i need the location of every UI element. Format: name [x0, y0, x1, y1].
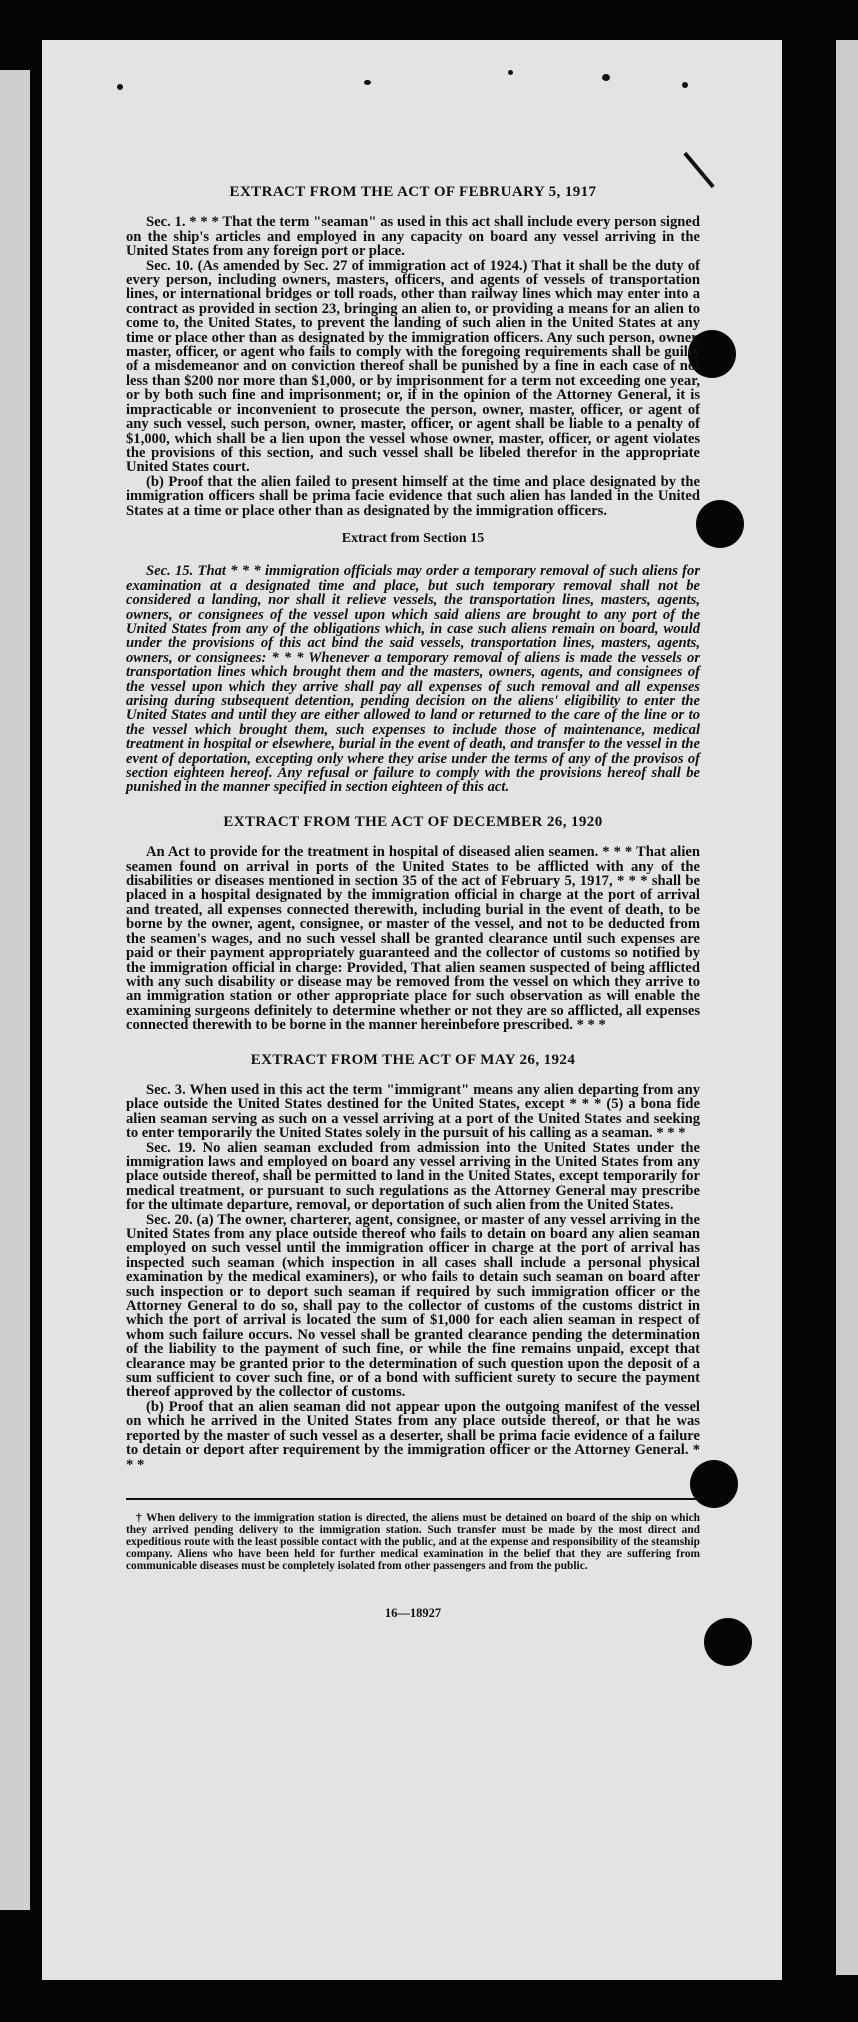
left-scan-border — [0, 70, 30, 1910]
section-title: EXTRACT FROM THE ACT OF DECEMBER 26, 1920 — [223, 813, 603, 830]
right-scan-border — [836, 40, 858, 1975]
punch-hole — [704, 1618, 752, 1666]
footnote: † When delivery to the immigration station is directed, the aliens must be detained on board of the ship on which they arrived pending delivery to the immigration station. Such transfer must be made by the most direct and expeditious route with the least possible contact with the public, and at the expense and responsibility of the steamship company. Aliens who have been held for further medical examination in the belief that they are suffering from communicable diseases must be completely isolated from other passengers and from the public. — [126, 1511, 700, 1572]
scan-speck — [508, 70, 513, 75]
paragraph: Sec. 15. That * * * immigration officials may order a temporary removal of such aliens for examination at a designated time and place, but such temporary removal shall not be considered a landing, nor shall it relieve vessels, the transportation lines, masters, agents, owners, or consignees of the vessel upon which said aliens are brought to any port of the United States from any of the obligations which, in case such aliens remain on board, would under the provisions of this act bind the said vessels, transportation lines, masters, agents, owners, or consignees: * * * Whenever a temporary removal of aliens is made the vessels or transportation lines which brought them and the masters, owners, agents, and consignees of the vessel upon which they arrive shall pay all expenses of such removal and all expenses arising during subsequent detention, pending decision on the aliens' eligibility to enter the United States and until they are either allowed to land or returned to the care of the line or to the vessel which brought them, such expenses to include those of maintenance, medical treatment in hospital or elsewhere, burial in the event of death, and transfer to the vessel in the event of deportation, excepting only where they arise under the terms of any of the provisos of section eighteen hereof. Any refusal or failure to comply with the provisions hereof shall be punished in the manner specified in section eighteen of this act. — [126, 563, 700, 796]
footnote-divider — [126, 1498, 700, 1500]
paragraph: (b) Proof that an alien seaman did not appear upon the outgoing manifest of the vessel on which he arrived in the United States from any place outside thereof, or that he was reported by the master of such vessel as a deserter, shall be prima facie evidence of a failure to detain or deport after requirement by the immigration officer or the Attorney General. * * * — [126, 1398, 700, 1473]
section-subtitle: Extract from Section 15 — [341, 530, 485, 546]
section-title: EXTRACT FROM THE ACT OF FEBRUARY 5, 1917 — [229, 184, 597, 200]
punch-hole — [696, 500, 744, 548]
scan-speck — [682, 82, 688, 88]
scan-speck — [364, 80, 371, 85]
document-body — [126, 185, 700, 1620]
page-number: 16—18927 — [384, 1605, 442, 1620]
document-page — [42, 40, 782, 1980]
section-title: EXTRACT FROM THE ACT OF MAY 26, 1924 — [250, 1051, 576, 1068]
paragraph: An Act to provide for the treatment in hospital of diseased alien seamen. * * * That alien seamen found on arrival in ports of the United States to be afflicted with any of the disabilities or diseases mentioned in section 35 of the act of February 5, 1917, * * * shall be placed in a hospital designated by the immigration official in charge at the port of arrival and treated, all expenses connected therewith, including burial in the event of death, to be borne by the owner, agent, consignee, or master of the vessel, and not to be deducted from the seamen's wages, and no such vessel shall be granted clearance until such expenses are paid or their payment appropriately guaranteed and the collector of customs so notified by the immigration official in charge: Provided, That alien seamen suspected of being afflicted with any such disability or disease may be removed from the vessel on which they arrive to an immigration station or other appropriate place for such observation as will enable the examining surgeons definitely to determine whether or not they are so afflicted, all expenses connected therewith to be borne in the manner hereinbefore prescribed. * * * — [126, 844, 700, 1034]
paragraph: Sec. 3. When used in this act the term "immigrant" means any alien departing from any place outside the United States destined for the United States, except * * * (5) a bona fide alien seaman serving as such on a vessel arriving at a port of the United States and seeking to enter temporarily the United States solely in the pursuit of his calling as a seaman. * * * — [126, 1081, 700, 1142]
scan-scratch — [683, 152, 714, 188]
paragraph: Sec. 1. * * * That the term "seaman" as used in this act shall include every person signed on the ship's articles and employed in any capacity on board any vessel arriving in the United States from any foreign port or place. — [126, 214, 700, 260]
scan-speck — [117, 84, 123, 90]
paragraph: Sec. 20. (a) The owner, charterer, agent, consignee, or master of any vessel arriving in the United States from any place outside thereof who fails to detain on board any alien seaman employed on such vessel until the immigration officer in charge at the port of arrival has inspected such seaman (which inspection in all cases shall include a personal physical examination by the medical examiners), or who fails to detain such seaman on board after such inspection or to deport such seaman if required by such immigration officer or the Attorney General to do so, shall pay to the collector of customs of the customs district in which the port of arrival is located the sum of $1,000 for each alien seaman in respect of whom such failure occurs. No vessel shall be granted clearance pending the determination of the liability to the payment of such fine, or while the fine remains unpaid, except that clearance may be granted prior to the determination of such question upon the deposit of a sum sufficient to cover such fine, or of a bond with sufficient surety to secure the payment thereof approved by the collector of customs. — [126, 1211, 700, 1401]
paragraph: Sec. 10. (As amended by Sec. 27 of immigration act of 1924.) That it shall be the duty of every person, including owners, masters, officers, and agents of vessels of transportation lines, or international bridges or toll roads, other than railway lines which may enter into a contract as provided in section 23, bringing an alien to, or providing a means for an alien to come to, the United States, to prevent the landing of such alien in the United States at any time or place other than as designated by the immigration officers. Any such person, owner, master, officer, or agent who fails to comply with the foregoing requirements shall be guilty of a misdemeanor and on conviction thereof shall be punished by a fine in each case of not less than $200 nor more than $1,000, or by imprisonment for a term not exceeding one year, or by both such fine and imprisonment; or, if in the opinion of the Attorney General, it is impracticable or inconvenient to prosecute the person, owner, master, officer, or agent of any such vessel, such person, owner, master, officer, or agent shall be liable to a penalty of $1,000, which shall be a lien upon the vessel whose owner, master, officer, or agent violates the provisions of this section, and such vessel shall be libeled therefor in the appropriate United States court. — [126, 257, 700, 476]
paragraph: Sec. 19. No alien seaman excluded from admission into the United States under the immigration laws and employed on board any vessel arriving in the United States from any place outside thereof, shall be permitted to land in the United States, except temporarily for medical treatment, or pursuant to such regulations as the Attorney General may prescribe for the ultimate departure, removal, or deportation of such alien from the United States. — [126, 1139, 700, 1214]
scan-speck — [602, 74, 610, 81]
paragraph: (b) Proof that the alien failed to present himself at the time and place designated by the immigration officers shall be prima facie evidence that such alien has landed in the United States at a time or place other than as designated by the immigration officers. — [126, 473, 700, 519]
